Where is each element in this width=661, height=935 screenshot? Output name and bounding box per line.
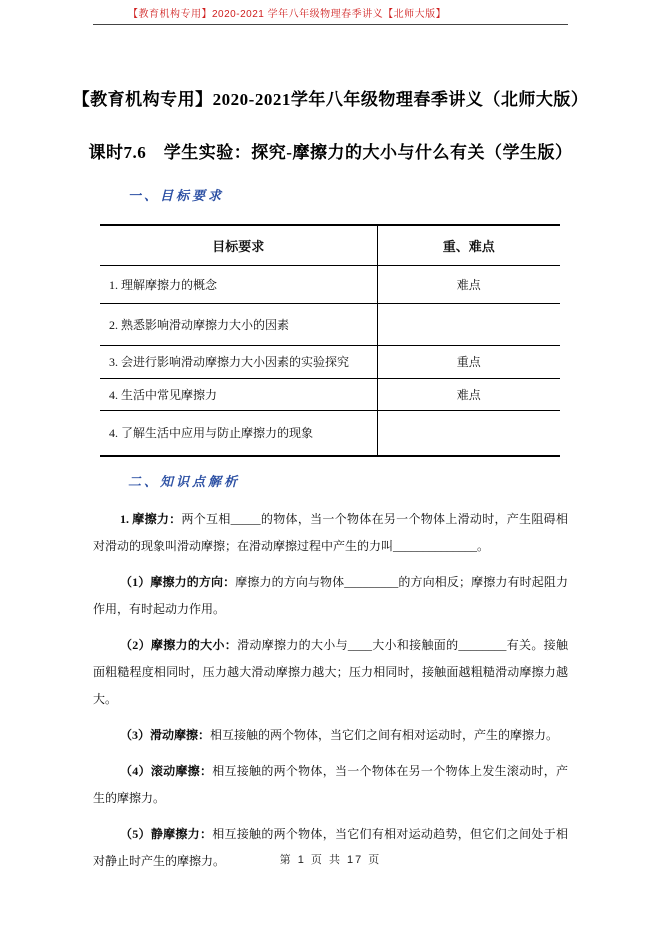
paragraph-rest: 相互接触的两个物体，当它们有相对运动趋势，但它们之间处于相对静止时产生的摩擦力。: [93, 827, 568, 868]
level-cell: [377, 303, 560, 345]
level-cell: 重点: [456, 355, 481, 369]
page-number: 第 1 页 共 17 页: [279, 854, 382, 866]
level-cell: 难点: [456, 277, 481, 292]
paragraph-rest: 两个互相_____的物体，当一个物体在另一个物体上滑动时，产生阻碍相对滑动的现象叫滑动摩擦；在滑动摩擦过程中产生的力叫______________。: [93, 512, 568, 553]
running-header: [93, 0, 568, 25]
goal-cell: 3. 会进行影响滑动摩擦力大小因素的实验探究: [100, 345, 377, 378]
paragraph-lead: （2）摩擦力的大小：: [120, 638, 238, 652]
goals-table: [100, 224, 560, 457]
paragraph-lead: （5）静摩擦力：: [120, 827, 213, 841]
goal-cell: 2. 熟悉影响滑动摩擦力大小的因素: [100, 303, 377, 345]
paragraph-lead: （3）滑动摩擦：: [120, 728, 211, 742]
section-heading-knowledge: 二、知识点解析: [128, 474, 241, 489]
level-cell: 难点: [456, 387, 481, 402]
paragraph-rest: 相互接触的两个物体，当它们之间有相对运动时，产生的摩擦力。: [210, 728, 559, 742]
table-row: [100, 378, 560, 410]
paragraph-friction-magnitude: [93, 632, 568, 713]
table-row: [100, 410, 560, 456]
paragraph-sliding-friction: [93, 722, 568, 749]
goal-cell: 4. 生活中常见摩擦力: [100, 378, 377, 410]
table-header-row: [100, 225, 560, 265]
table-row: [100, 345, 560, 378]
paragraph-rolling-friction: [93, 758, 568, 812]
goal-cell: 4. 了解生活中应用与防止摩擦力的现象: [100, 410, 377, 456]
paragraph-lead: （4）滚动摩擦：: [120, 764, 213, 778]
level-cell: [377, 410, 560, 456]
knowledge-section-body: [93, 506, 568, 875]
lesson-title: 课时7.6 学生实验：探究-摩擦力的大小与什么有关（学生版）: [88, 143, 573, 162]
paragraph-friction-direction: [93, 569, 568, 623]
table-header-level: 重、难点: [442, 238, 495, 254]
paragraph-rest: 相互接触的两个物体，当一个物体在另一个物体上发生滚动时，产生的摩擦力。: [93, 764, 568, 805]
paragraph-lead: （1）摩擦力的方向：: [120, 575, 236, 589]
paragraph-friction-definition: [93, 506, 568, 560]
paragraph-rest: 滑动摩擦力的大小与____大小和接触面的________有关。接触面粗糙程度相同时，压力越大滑动摩擦力越大；压力相同时，接触面越粗糙滑动摩擦力越大。: [93, 638, 568, 706]
running-header-text: 【教育机构专用】2020-2021 学年八年级物理春季讲义【北师大版】: [128, 9, 447, 20]
page-title: 【教育机构专用】2020-2021学年八年级物理春季讲义（北师大版）: [72, 90, 589, 109]
goal-cell: 1. 理解摩擦力的概念: [100, 265, 377, 303]
table-row: [100, 303, 560, 345]
section-heading-goals: 一、目标要求: [128, 188, 225, 203]
paragraph-lead: 1. 摩擦力：: [120, 512, 182, 526]
table-row: [100, 265, 560, 303]
paragraph-rest: 摩擦力的方向与物体_________的方向相反；摩擦力有时起阻力作用，有时起动力作用。: [93, 575, 568, 616]
table-header-goal: 目标要求: [100, 225, 377, 265]
